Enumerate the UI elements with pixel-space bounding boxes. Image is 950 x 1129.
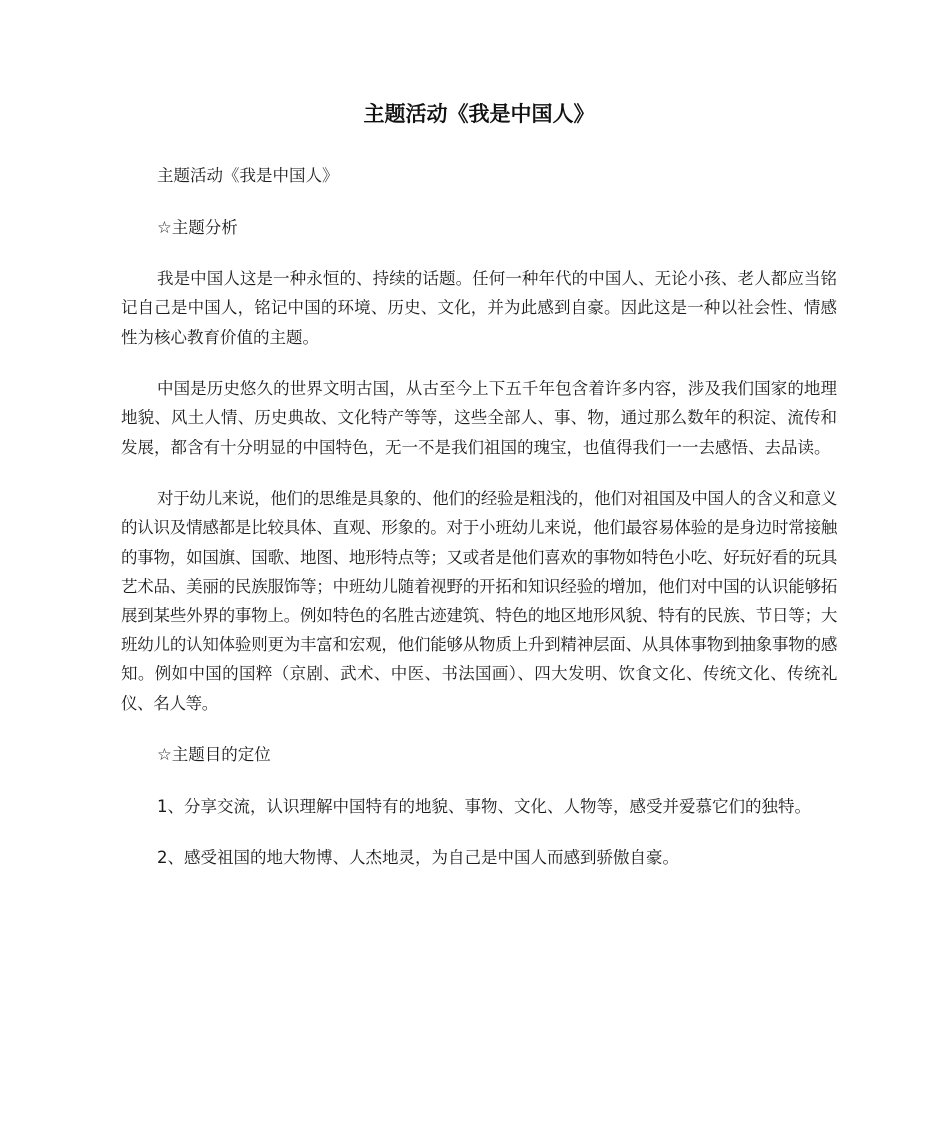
document-title: 主题活动《我是中国人》 [363, 102, 595, 126]
section-heading-goals: ☆主题目的定位 [157, 745, 271, 765]
subtitle-paragraph: 主题活动《我是中国人》 [157, 166, 339, 185]
document-page [121, 96, 837, 895]
goal-item: 1、分享交流，认识理解中国特有的地貌、事物、文化、人物等，感受并爱慕它们的独特。 [157, 796, 811, 816]
body-paragraph: 对于幼儿来说，他们的思维是具象的、他们的经验是粗浅的，他们对祖国及中国人的含义和意义的认识及情感都是比较具体、直观、形象的。对于小班幼儿来说，他们最容易体验的是身边时常接触的事物，如国旗、国歌、地图、地形特点等；又或者是他们喜欢的事物如特色小吃、好玩好看的玩具艺术品、美丽的民族服饰等；中班幼儿随着视野的开拓和知识经验的增加，他们对中国的认识能够拓展到某些外界的事物上。例如特色的名胜古迹建筑、特色的地区地形风貌、特有的民族、节日等；大班幼儿的认知体验则更为丰富和宏观，他们能够从物质上升到精神层面、从具体事物到抽象事物的感知。例如中国的国粹（京剧、武术、中医、书法国画）、四大发明、饮食文化、传统文化、传统礼仪、名人等。 [121, 489, 837, 713]
goal-item: 2、感受祖国的地大物博、人杰地灵，为自己是中国人而感到骄傲自豪。 [157, 848, 679, 868]
body-paragraph: 中国是历史悠久的世界文明古国，从古至今上下五千年包含着许多内容，涉及我们国家的地理地貌、风土人情、历史典故、文化特产等等，这些全部人、事、物，通过那么数年的积淀、流传和发展，都含有十分明显的中国特色，无一不是我们祖国的瑰宝，也值得我们一一去感悟、去品读。 [121, 379, 837, 457]
section-heading-analysis: ☆主题分析 [157, 217, 238, 237]
body-paragraph: 我是中国人这是一种永恒的、持续的话题。任何一种年代的中国人、无论小孩、老人都应当铭记自己是中国人，铭记中国的环境、历史、文化，并为此感到自豪。因此这是一种以社会性、情感性为核心教育价值的主题。 [121, 269, 837, 347]
